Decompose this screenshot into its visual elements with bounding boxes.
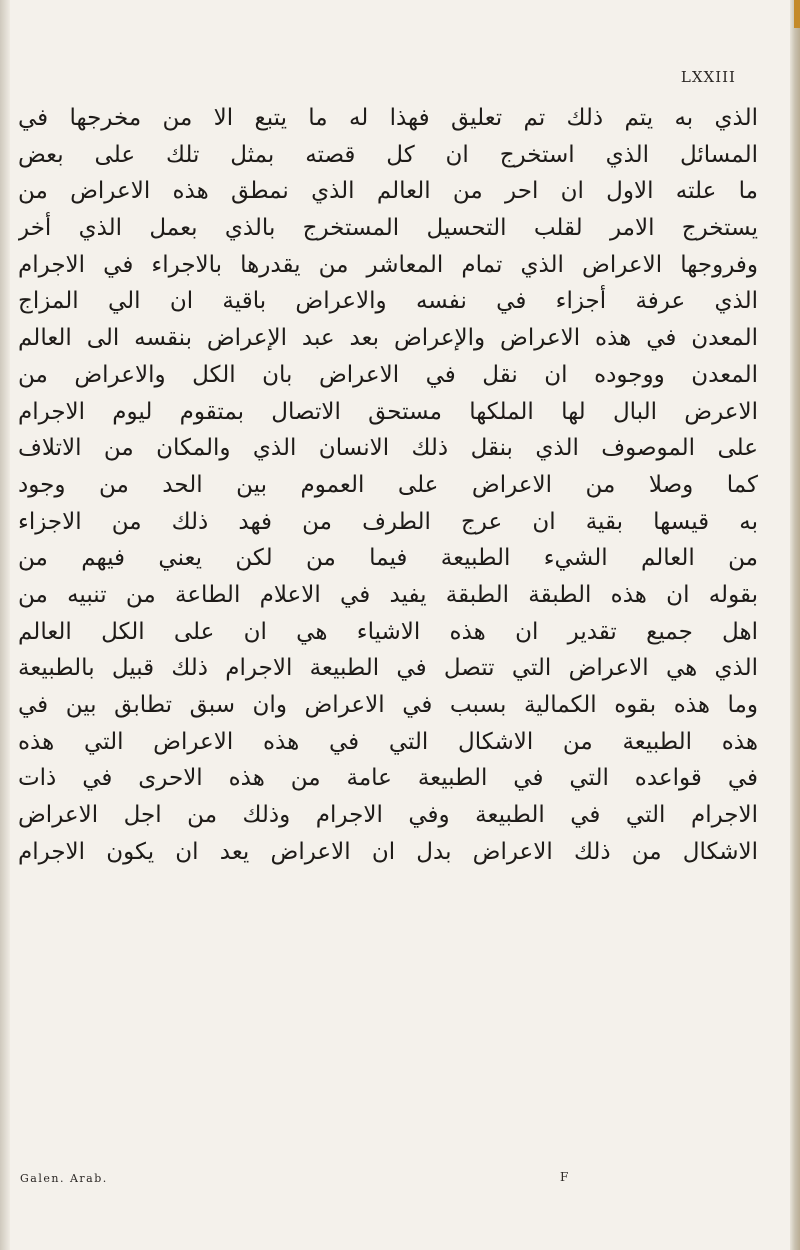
page-tab-marker: [794, 0, 800, 28]
text-line: من العالم الشيء الطبيعة فيما من لكن يعني فيهم من: [18, 545, 758, 572]
page-spine-shadow: [0, 0, 10, 1250]
text-line: الذي هي الاعراض التي تتصل في الطبيعة الاجرام ذلك قبيل بالطبيعة: [18, 655, 758, 682]
text-line: ما علته الاول ان احر من العالم الذي نمطق هذه الاعراض من: [18, 178, 758, 205]
text-line: المسائل الذي استخرج ان كل قصته بمثل تلك على بعض: [18, 141, 758, 168]
text-line: الاعرض البال لها الملكها مستحق الاتصال بمتقوم ليوم الاجرام: [18, 398, 758, 425]
text-line: الاشكال من ذلك الاعراض بدل ان الاعراض يعد ان يكون الاجرام: [18, 838, 758, 865]
footer-gathering-mark: F: [560, 1170, 569, 1184]
text-line: كما وصلا من الاعراض على العموم بين الحد من وجود: [18, 471, 758, 498]
text-line: المعدن في هذه الاعراض والإعراض بعد عبد الإعراض بنقسه الى العالم: [18, 325, 758, 352]
text-line: المعدن ووجوده ان نقل في الاعراض بان الكل والاعراض من: [18, 361, 758, 388]
footer-signature: Galen. Arab.: [20, 1172, 108, 1185]
text-line: على الموصوف الذي بنقل ذلك الانسان الذي والمكان من الاتلاف: [18, 435, 758, 462]
arabic-text-block: [18, 100, 758, 870]
text-line: هذه الطبيعة من الاشكال التي في هذه الاعراض التي هذه: [18, 728, 758, 755]
text-line: اهل جميع تقدير ان هذه الاشياء هي ان على الكل العالم: [18, 618, 758, 645]
text-line: في قواعده التي في الطبيعة عامة من هذه الاحرى في ذات: [18, 765, 758, 792]
text-line: وفروجها الاعراض الذي تمام المعاشر من يقدرها بالاجراء في الاجرام: [18, 251, 758, 278]
text-line: الذي به يتم ذلك تم تعليق فهذا له ما يتبع الا من مخرجها في: [18, 105, 758, 131]
text-line: يستخرج الامر لقلب التحسيل المستخرج بالذي بعمل الذي أخر: [18, 215, 758, 242]
text-line: الذي عرفة أجزاء في نفسه والاعراض باقية ان الي المزاج: [18, 288, 758, 315]
text-line: به قيسها بقية ان عرج الطرف من فهد ذلك من الاجزاء: [18, 508, 758, 535]
text-line: الاجرام التي في الطبيعة وفي الاجرام وذلك من اجل الاعراض: [18, 802, 758, 829]
page-number: LXXIII: [680, 68, 736, 86]
text-line: وما هذه بقوه الكمالية بسبب في الاعراض وان سبق تطابق بين في: [18, 692, 758, 718]
page-edge: [790, 0, 800, 1250]
text-line: بقوله ان هذه الطبقة الطبقة يفيد في الاعلام الطاعة من تنبيه من: [18, 581, 758, 608]
